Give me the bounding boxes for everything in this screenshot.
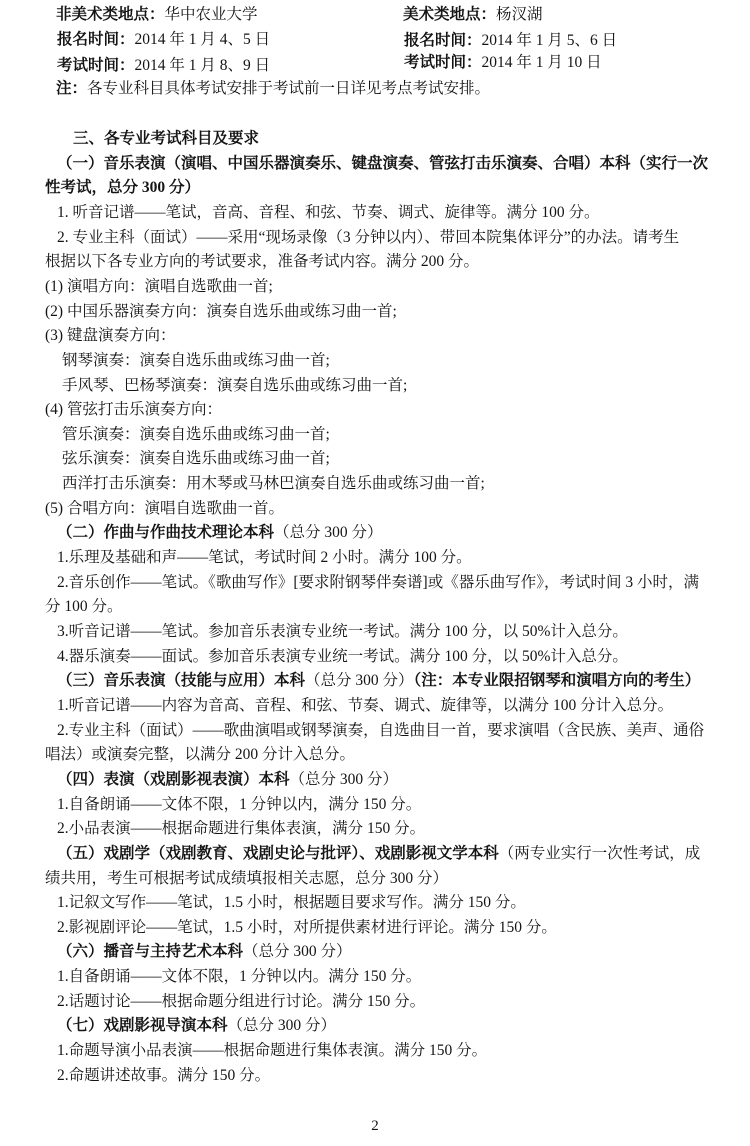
text-segment: （总分 300 分） bbox=[243, 943, 352, 961]
body-line bbox=[57, 548, 472, 568]
body-line bbox=[57, 203, 600, 223]
text-segment: （总分 300 分） bbox=[289, 770, 399, 788]
header-row-nonart-examdate bbox=[57, 56, 270, 76]
text-segment: (5) 合唱方向：演唱自选歌曲一首。 bbox=[45, 499, 284, 517]
text-segment: 三、各专业考试科目及要求 bbox=[73, 130, 260, 147]
body-line bbox=[57, 795, 421, 815]
text-segment: 分 100 分。 bbox=[45, 598, 123, 616]
field-value: 2014 年 1 月 8、9 日 bbox=[134, 57, 271, 74]
text-segment: 2.音乐创作——笔试。《歌曲写作》[要求附钢琴伴奏谱]或《器乐曲写作》，考试时间 3 小时，满 bbox=[57, 573, 699, 591]
body-line bbox=[73, 129, 259, 149]
body-line bbox=[57, 228, 679, 248]
text-segment: （二）作曲与作曲技术理论本科 bbox=[57, 524, 275, 542]
body-line bbox=[57, 1016, 336, 1036]
text-segment: （七）戏剧影视导演本科 bbox=[57, 1017, 228, 1035]
header-row-nonart-registration bbox=[57, 30, 270, 50]
page-number: 2 bbox=[371, 1118, 379, 1134]
field-label: 报名时间： bbox=[57, 31, 135, 48]
body-line bbox=[57, 523, 383, 543]
text-segment: （总分 300 分） bbox=[305, 672, 414, 690]
field-label: 非美术类地点： bbox=[56, 6, 165, 23]
body-line bbox=[57, 844, 700, 864]
body-line bbox=[57, 696, 673, 716]
field-label: 考试时间： bbox=[404, 54, 482, 71]
header-row-art-examdate bbox=[404, 53, 602, 73]
text-segment: (3) 键盘演奏方向： bbox=[45, 327, 176, 345]
body-line bbox=[45, 326, 175, 346]
field-value: 2014 年 1 月 4、5 日 bbox=[134, 31, 271, 48]
body-line bbox=[62, 351, 330, 371]
body-line bbox=[57, 721, 704, 741]
text-segment: 1.乐理及基础和声——笔试，考试时间 2 小时。满分 100 分。 bbox=[57, 549, 472, 566]
body-line bbox=[57, 573, 699, 593]
body-line bbox=[57, 154, 708, 174]
text-segment: 钢琴演奏：演奏自选乐曲或练习曲一首; bbox=[62, 351, 330, 369]
text-segment: 手风琴、巴杨琴演奏：演奏自选乐曲或练习曲一首; bbox=[62, 376, 408, 394]
field-label: 考试时间： bbox=[57, 57, 135, 74]
text-segment: （六）播音与主持艺术本科 bbox=[57, 943, 244, 961]
text-segment: (4) 管弦打击乐演奏方向： bbox=[45, 401, 222, 419]
text-segment: 绩共用，考生可根据考试成绩填报相关志愿，总分 300 分） bbox=[45, 869, 449, 887]
body-line bbox=[62, 449, 330, 469]
text-segment: （一）音乐表演（演唱、中国乐器演奏乐、键盘演奏、管弦打击乐演奏、合唱）本科（实行一次 bbox=[57, 154, 709, 172]
header-row-art-location bbox=[403, 5, 543, 25]
text-segment: 根据以下各专业方向的考试要求，准备考试内容。满分 200 分。 bbox=[45, 253, 480, 271]
text-segment: (2) 中国乐器演奏方向：演奏自选乐曲或练习曲一首; bbox=[45, 302, 397, 320]
text-segment: 2.小品表演——根据命题进行集体表演，满分 150 分。 bbox=[57, 820, 426, 838]
text-segment: 2.命题讲述故事。满分 150 分。 bbox=[57, 1066, 271, 1084]
header-note bbox=[56, 79, 490, 99]
text-segment: 1.自备朗诵——文体不限，1 分钟以内。满分 150 分。 bbox=[57, 968, 422, 986]
body-line bbox=[57, 819, 425, 839]
body-line bbox=[57, 1066, 270, 1086]
body-line bbox=[57, 671, 700, 691]
body-line bbox=[45, 869, 448, 889]
body-line bbox=[57, 893, 526, 913]
note-label: 注： bbox=[56, 80, 88, 97]
field-value: 杨汊湖 bbox=[496, 6, 543, 23]
body-line bbox=[45, 597, 123, 617]
text-segment: （注：本专业限招钢琴和演唱方向的考生） bbox=[413, 672, 701, 690]
text-segment: 2.话题讨论——根据命题分组进行讨论。满分 150 分。 bbox=[57, 992, 426, 1010]
body-line bbox=[57, 992, 425, 1012]
body-line bbox=[45, 499, 284, 519]
text-segment: 1.自备朗诵——文体不限，1 分钟以内，满分 150 分。 bbox=[57, 795, 422, 813]
text-segment: 性考试，总分 300 分） bbox=[45, 179, 201, 197]
body-line bbox=[45, 178, 200, 198]
body-line bbox=[45, 745, 355, 765]
body-line bbox=[57, 942, 352, 962]
text-segment: 1.听音记谱——内容为音高、音程、和弦、节奏、调式、旋律等，以满分 100 分计入总分。 bbox=[57, 696, 674, 714]
text-segment: 1.记叙文写作——笔试，1.5 小时，根据题目要求写作。满分 150 分。 bbox=[57, 894, 526, 912]
text-segment: （两专业实行一次性考试，成 bbox=[498, 844, 701, 862]
text-segment: 管乐演奏：演奏自选乐曲或练习曲一首; bbox=[62, 425, 330, 443]
body-line bbox=[57, 918, 557, 938]
body-line bbox=[45, 277, 273, 297]
body-line bbox=[62, 425, 330, 445]
text-segment: （三）音乐表演（技能与应用）本科 bbox=[57, 672, 306, 690]
header-row-nonart-location bbox=[56, 5, 258, 25]
body-line bbox=[57, 647, 628, 667]
body-line bbox=[57, 1041, 487, 1061]
body-line bbox=[57, 967, 421, 987]
header-row-art-registration bbox=[404, 31, 617, 51]
field-value: 华中农业大学 bbox=[164, 6, 258, 23]
body-line bbox=[45, 252, 479, 272]
field-label: 美术类地点： bbox=[403, 6, 497, 23]
body-line bbox=[62, 376, 407, 396]
text-segment: 弦乐演奏：演奏自选乐曲或练习曲一首; bbox=[62, 450, 330, 468]
field-label: 报名时间： bbox=[404, 32, 482, 49]
field-value: 2014 年 1 月 5、6 日 bbox=[481, 32, 618, 49]
text-segment: 1.命题导演小品表演——根据命题进行集体表演。满分 150 分。 bbox=[57, 1042, 488, 1059]
text-segment: 4.器乐演奏——面试。参加音乐表演专业统一考试。满分 100 分，以 50%计入总分。 bbox=[57, 647, 628, 665]
note-text: 各专业科目具体考试安排于考试前一日详见考点考试安排。 bbox=[87, 80, 491, 97]
body-line bbox=[45, 400, 222, 420]
text-segment: 唱法）或演奏完整，以满分 200 分计入总分。 bbox=[45, 746, 356, 764]
field-value: 2014 年 1 月 10 日 bbox=[481, 54, 602, 71]
text-segment: 西洋打击乐演奏：用木琴或马林巴演奏自选乐曲或练习曲一首; bbox=[62, 475, 485, 493]
text-segment: (1) 演唱方向：演唱自选歌曲一首; bbox=[45, 277, 273, 295]
body-line bbox=[45, 302, 397, 322]
text-segment: （五）戏剧学（戏剧教育、戏剧史论与批评）、戏剧影视文学本科 bbox=[57, 844, 499, 862]
text-segment: 1. 听音记谱——笔试，音高、音程、和弦、节奏、调式、旋律等。满分 100 分。 bbox=[57, 203, 600, 221]
text-segment: 2. 专业主科（面试）——采用“现场录像（3 分钟以内）、带回本院集体评分”的办法。请考生 bbox=[57, 228, 680, 246]
text-segment: （总分 300 分） bbox=[227, 1017, 337, 1035]
text-segment: （总分 300 分） bbox=[274, 524, 383, 542]
text-segment: 2.影视剧评论——笔试，1.5 小时，对所提供素材进行评论。满分 150 分。 bbox=[57, 918, 557, 936]
text-segment: 2.专业主科（面试）——歌曲演唱或钢琴演奏，自选曲目一首，要求演唱（含民族、美声、通俗 bbox=[57, 721, 705, 739]
text-segment: （四）表演（戏剧影视表演）本科 bbox=[57, 770, 290, 788]
body-line bbox=[57, 622, 628, 642]
body-line bbox=[57, 770, 398, 790]
body-line bbox=[62, 474, 485, 494]
text-segment: 3.听音记谱——笔试。参加音乐表演专业统一考试。满分 100 分，以 50%计入总分。 bbox=[57, 623, 628, 640]
